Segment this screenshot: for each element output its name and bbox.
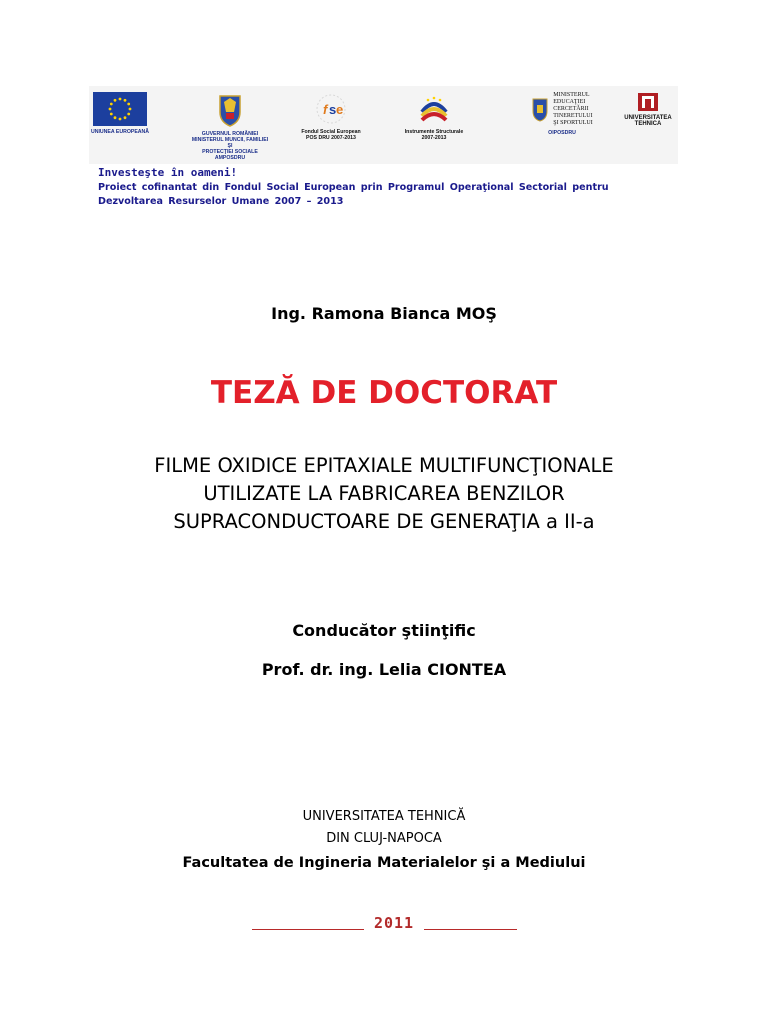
year-rule-left (252, 929, 364, 930)
year: 2011 (373, 914, 415, 932)
thesis-title-line-1: FILME OXIDICE EPITAXIALE MULTIFUNCŢIONALE (154, 454, 614, 477)
thesis-title (0, 452, 768, 536)
structural-instruments-logo (394, 86, 474, 164)
fse-caption: Fondul Social European POS DRU 2007-2013 (301, 129, 361, 141)
ministry-education-icon (531, 97, 549, 123)
government-logo (189, 86, 271, 164)
supervisor-name: Prof. dr. ing. Lelia CIONTEA (261, 660, 507, 679)
svg-text:e: e (336, 102, 344, 117)
university-line-1: UNIVERSITATEA TEHNICĂ (302, 809, 466, 824)
year-rule-right (424, 929, 517, 930)
supervisor-label: Conducător ştiinţific (292, 621, 476, 640)
author-name: Ing. Ramona Bianca MOŞ (271, 304, 497, 323)
eu-caption: UNIUNEA EUROPEANĂ (90, 129, 150, 135)
thesis-title-line-3: SUPRACONDUCTOARE DE GENERAŢIA a II-a (173, 510, 595, 533)
invest-slogan: Investeşte în oameni! (98, 166, 238, 179)
eu-logo (89, 86, 151, 164)
structural-instruments-icon (416, 92, 452, 126)
faculty-name: Facultatea de Ingineria Materialelor şi a Mediului (182, 855, 586, 871)
ministry-logo (519, 86, 605, 164)
ministry-caption: OIPOSDRU (548, 130, 576, 136)
structural-instruments-caption: Instrumente Structurale 2007-2013 (404, 129, 464, 141)
project-line-2: Dezvoltarea Resurselor Umane 2007 – 2013 (98, 196, 344, 207)
project-line-1: Proiect cofinantat din Fondul Social European prin Programul Operaţional Sectorial pentru (98, 182, 609, 193)
eu-flag-icon (93, 92, 147, 126)
fse-logo (291, 86, 371, 164)
ministry-name: MINISTERUL EDUCAŢIEI CERCETĂRII TINERETULUI ŞI SPORTULUI (553, 92, 593, 126)
partner-logos-band (89, 86, 678, 164)
document-type: TEZĂ DE DOCTORAT (210, 375, 558, 411)
university-name (0, 806, 768, 850)
fse-logo-icon (313, 92, 349, 126)
svg-text:s: s (329, 102, 337, 117)
romania-coat-of-arms-icon (216, 92, 244, 128)
project-funding-text (98, 181, 658, 209)
utcn-logo-icon (637, 92, 659, 112)
svg-text:f: f (323, 102, 328, 117)
university-line-2: DIN CLUJ-NAPOCA (326, 831, 442, 846)
utcn-caption: UNIVERSITATEA TEHNICA (624, 115, 672, 127)
utcn-logo (619, 86, 677, 164)
thesis-title-line-2: UTILIZATE LA FABRICAREA BENZILOR (203, 482, 565, 505)
government-caption: GUVERNUL ROMÂNIEI MINISTERUL MUNCII, FAMILIEI ŞI PROTECŢIEI SOCIALE AMPOSDRU (191, 131, 269, 161)
